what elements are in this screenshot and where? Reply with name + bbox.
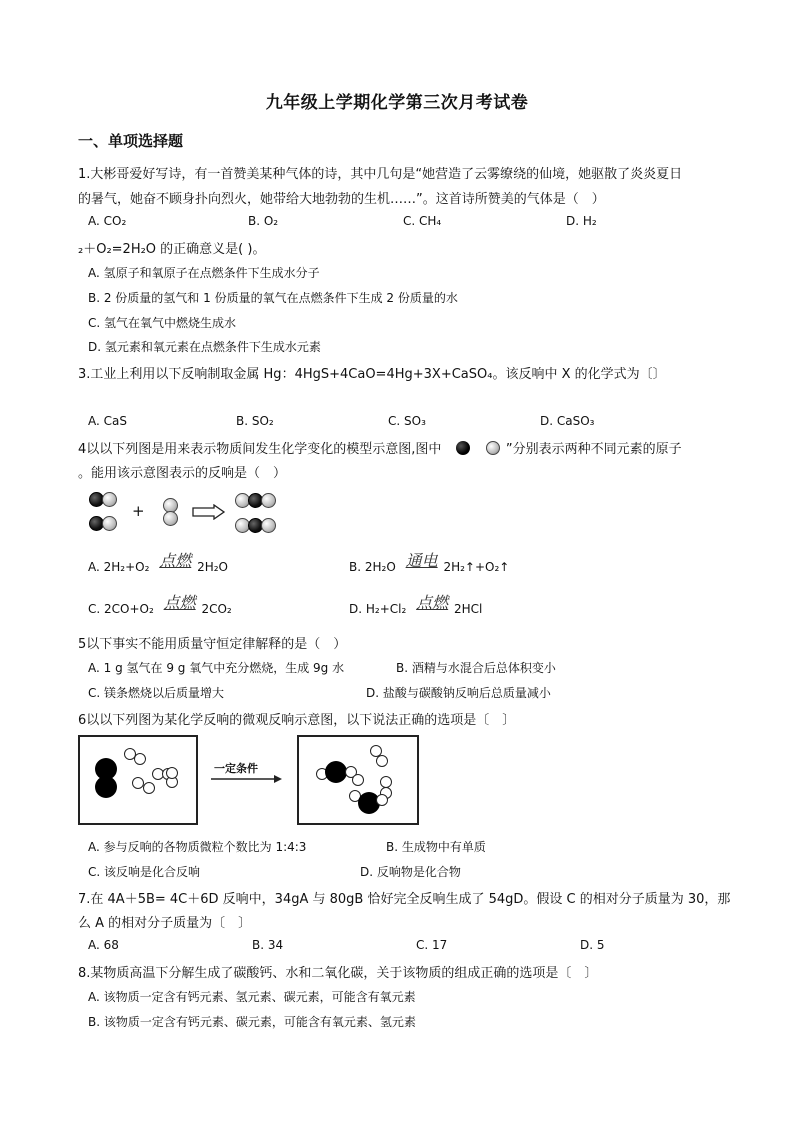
q4-option-a-reactants: A. 2H₂+O₂ [88, 560, 150, 574]
q4-option-c-condition: 点燃 [163, 593, 196, 612]
q4-option-b-products: 2H₂↑+O₂↑ [443, 560, 510, 574]
q5-option-d: D. 盐酸与碳酸钠反响后总质量减小 [366, 686, 551, 700]
q6-option-b: B. 生成物中有单质 [386, 840, 486, 854]
q2-option-b: B. 2 份质量的氢气和 1 份质量的氧气在点燃条件下生成 2 份质量的水 [88, 291, 458, 305]
q6-option-a: A. 参与反响的各物质微粒个数比为 1:4:3 [88, 840, 307, 854]
reaction-arrow-icon [210, 774, 284, 784]
q1-stem-line1: 1.大彬哥爱好写诗，有一首赞美某种气体的诗，其中几句是“她营造了云雾缭绕的仙境，她驱散了炎炎夏日 [78, 167, 683, 182]
q4-option-c-products: 2CO₂ [201, 602, 232, 616]
q1-option-a: A. CO₂ [88, 214, 127, 228]
light-atom [102, 516, 117, 531]
q5-option-c: C. 镁条燃烧以后质量增大 [88, 686, 225, 700]
q6-option-d: D. 反响物是化合物 [360, 865, 461, 879]
light-atom [261, 493, 276, 508]
q7-option-a: A. 68 [88, 938, 119, 952]
reaction-condition-label: 一定条件 [214, 762, 258, 775]
q6-stem: 6以以下列图为某化学反响的微观反响示意图，以下说法正确的选项是〔 〕 [78, 713, 516, 728]
q4-option-d-reactants: D. H₂+Cl₂ [349, 602, 407, 616]
q7-option-d: D. 5 [580, 938, 605, 952]
black-atom [95, 776, 117, 798]
plus-sign: + [132, 502, 145, 520]
q4-stem-line2: 。能用该示意图表示的反响是（ ） [78, 466, 287, 481]
light-atom [102, 492, 117, 507]
light-atom [261, 518, 276, 533]
light-atom-legend-icon [486, 441, 500, 455]
q1-option-b: B. O₂ [248, 214, 279, 228]
q4-option-d-condition: 点燃 [416, 593, 449, 612]
white-atom [143, 782, 155, 794]
q4-option-c-reactants: C. 2CO+O₂ [88, 602, 154, 616]
q7-stem-line1: 7.在 4A＋5B= 4C＋6D 反响中，34gA 与 80gB 恰好完全反响生成了 54gD。假设 C 的相对分子质量为 30，那 [78, 892, 731, 907]
white-atom [134, 753, 146, 765]
q4-option-d [349, 595, 482, 618]
q6-option-c: C. 该反响是化合反响 [88, 865, 201, 879]
q4-option-d-products: 2HCl [453, 602, 483, 616]
q4-option-a [88, 553, 228, 576]
q8-option-b: B. 该物质一定含有钙元素、碳元素，可能含有氧元素、氢元素 [88, 1015, 416, 1029]
q3-option-b: B. SO₂ [236, 414, 274, 428]
reaction-arrow-icon [192, 504, 226, 520]
q4-stem-line1-a: 4以以下列图是用来表示物质间发生化学变化的模型示意图,图中 [78, 442, 442, 457]
q3-option-a: A. CaS [88, 414, 127, 428]
q7-option-b: B. 34 [252, 938, 284, 952]
q1-option-d: D. H₂ [566, 214, 597, 228]
q3-option-c: C. SO₃ [388, 414, 426, 428]
q4-option-b-condition: 通电 [405, 551, 438, 570]
dark-atom-legend-icon [456, 441, 470, 455]
q2-stem: ₂＋O₂=2H₂O 的正确意义是( )。 [78, 242, 266, 257]
q5-option-a: A. 1 g 氢气在 9 g 氧气中充分燃烧，生成 9g 水 [88, 661, 345, 675]
q5-stem: 5以下事实不能用质量守恒定律解释的是（ ） [78, 637, 347, 652]
white-atom [376, 794, 388, 806]
q7-option-c: C. 17 [416, 938, 448, 952]
white-atom [166, 767, 178, 779]
q7-stem-line2: 么 A 的相对分子质量为〔 〕 [78, 916, 252, 931]
q5-option-b: B. 酒精与水混合后总体积变小 [396, 661, 556, 675]
q1-option-c: C. CH₄ [403, 214, 442, 228]
q2-option-d: D. 氢元素和氧元素在点燃条件下生成水元素 [88, 340, 321, 354]
q1-stem-line2: 的暑气，她奋不顾身扑向烈火，她带给大地勃勃的生机……”。这首诗所赞美的气体是（ ） [78, 192, 605, 207]
q8-option-a: A. 该物质一定含有钙元素、氢元素、碳元素，可能含有氧元素 [88, 990, 416, 1004]
q4-option-a-products: 2H₂O [197, 560, 228, 574]
white-atom [376, 755, 388, 767]
q3-stem: 3.工业上利用以下反响制取金属 Hg：4HgS+4CaO=4Hg+3X+CaSO₄。该反响中 X 的化学式为〔〕 [78, 367, 666, 382]
section-heading: 一、单项选择题 [78, 132, 184, 150]
q2-option-a: A. 氢原子和氧原子在点燃条件下生成水分子 [88, 266, 320, 280]
q4-stem-line1-b: ”分别表示两种不同元素的原子 [505, 442, 682, 457]
light-atom [163, 511, 178, 526]
white-atom [352, 774, 364, 786]
page-title: 九年级上学期化学第三次月考试卷 [265, 93, 529, 113]
q4-option-b [349, 553, 509, 576]
q4-stem-line1 [78, 438, 682, 457]
q4-option-c [88, 595, 232, 618]
black-atom [325, 761, 347, 783]
q4-option-a-condition: 点燃 [159, 551, 192, 570]
q3-option-d: D. CaSO₃ [540, 414, 595, 428]
q4-option-b-reactants: B. 2H₂O [349, 560, 396, 574]
q2-option-c: C. 氢气在氧气中燃烧生成水 [88, 316, 237, 330]
q8-stem: 8.某物质高温下分解生成了碳酸钙、水和二氧化碳，关于该物质的组成正确的选项是〔 〕 [78, 966, 598, 981]
